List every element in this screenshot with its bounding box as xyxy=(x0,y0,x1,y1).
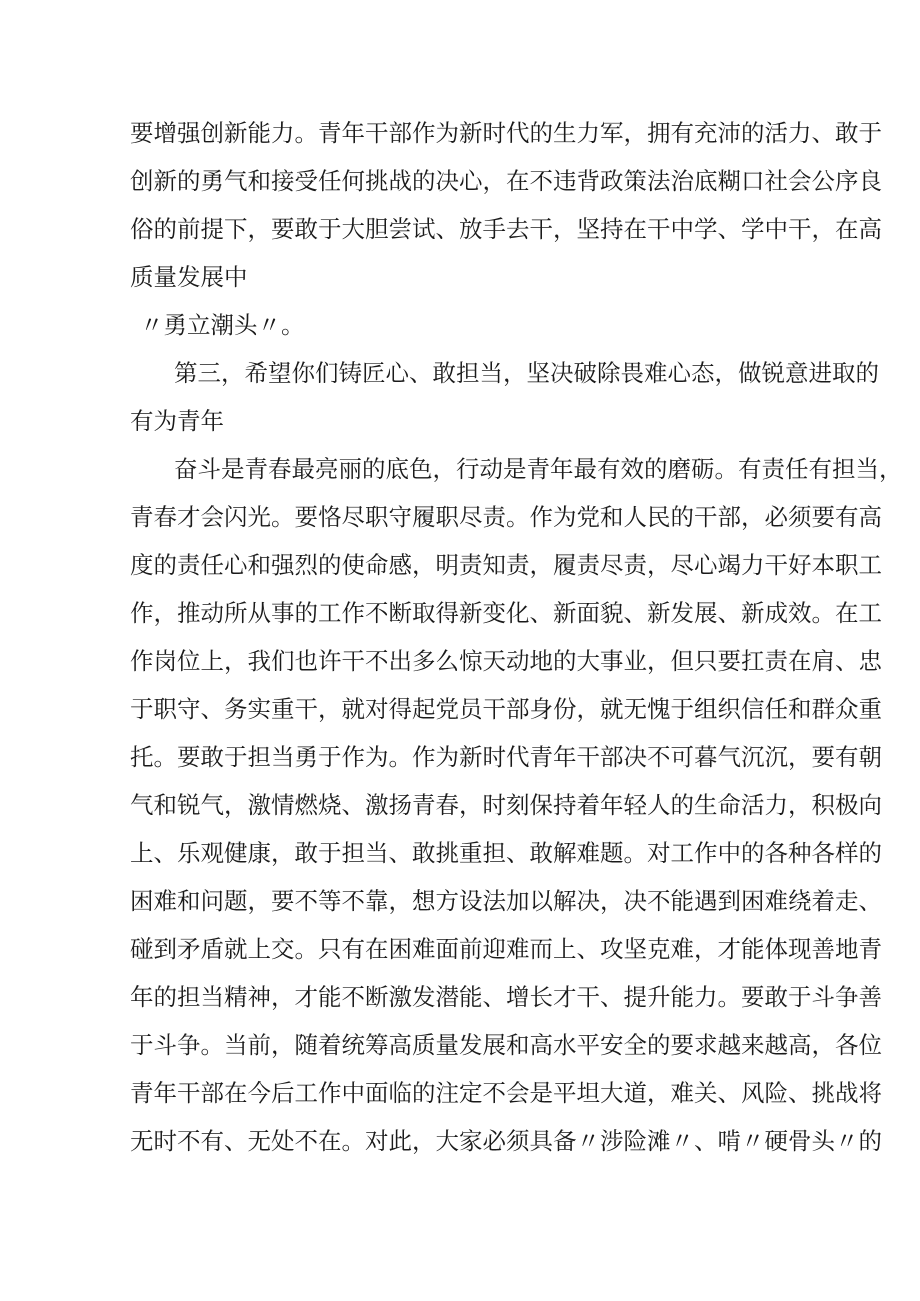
text-line: 度的责任心和强烈的使命感，明责知责，履责尽责，尽心竭力干好本职工 xyxy=(130,551,882,579)
text-line: 青春才会闪光。要恪尽职守履职尽责。作为党和人民的干部，必须要有高 xyxy=(130,503,882,531)
text-line: 年的担当精神，才能不断激发潜能、增长才干、提升能力。要敢于斗争善 xyxy=(130,983,882,1011)
section-heading-line: 有为青年 xyxy=(130,407,224,435)
text-line: 于斗争。当前，随着统筹高质量发展和高水平安全的要求越来越高，各位 xyxy=(130,1031,882,1059)
text-line: 于职守、务实重干，就对得起党员干部身份，就无愧于组织信任和群众重 xyxy=(130,695,882,723)
text-line: 上、乐观健康，敢于担当、敢挑重担、敢解难题。对工作中的各种各样的 xyxy=(130,839,882,867)
text-line: 〃勇立潮头〃。 xyxy=(140,311,305,339)
text-line: 托。要敢于担当勇于作为。作为新时代青年干部决不可暮气沉沉，要有朝 xyxy=(130,743,882,771)
text-line: 要增强创新能力。青年干部作为新时代的生力军，拥有充沛的活力、敢于 xyxy=(130,119,882,147)
text-line: 碰到矛盾就上交。只有在困难面前迎难而上、攻坚克难，才能体现善地青 xyxy=(130,935,882,963)
text-line: 青年干部在今后工作中面临的注定不会是平坦大道，难关、风险、挑战将 xyxy=(130,1079,882,1107)
text-line: 作，推动所从事的工作不断取得新变化、新面貌、新发展、新成效。在工 xyxy=(130,599,882,627)
text-line: 质量发展中 xyxy=(130,263,248,291)
text-line: 无时不有、无处不在。对此，大家必须具备〃涉险滩〃、啃〃硬骨头〃的 xyxy=(130,1127,882,1155)
text-line: 作岗位上，我们也许干不出多么惊天动地的大事业，但只要扛责在肩、忠 xyxy=(130,647,882,675)
section-heading-line: 第三，希望你们铸匠心、敢担当，坚决破除畏难心态，做锐意进取的 xyxy=(174,359,879,387)
text-line: 奋斗是青春最亮丽的底色，行动是青年最有效的磨砺。有责任有担当， xyxy=(174,455,903,483)
text-line: 气和锐气，激情燃烧、激扬青春，时刻保持着年轻人的生命活力，积极向 xyxy=(130,791,882,819)
text-line: 困难和问题，要不等不靠，想方设法加以解决，决不能遇到困难绕着走、 xyxy=(130,887,882,915)
text-line: 创新的勇气和接受任何挑战的决心，在不违背政策法治底糊口社会公序良 xyxy=(130,167,882,195)
text-line: 俗的前提下，要敢于大胆尝试、放手去干，坚持在干中学、学中干，在高 xyxy=(130,215,882,243)
